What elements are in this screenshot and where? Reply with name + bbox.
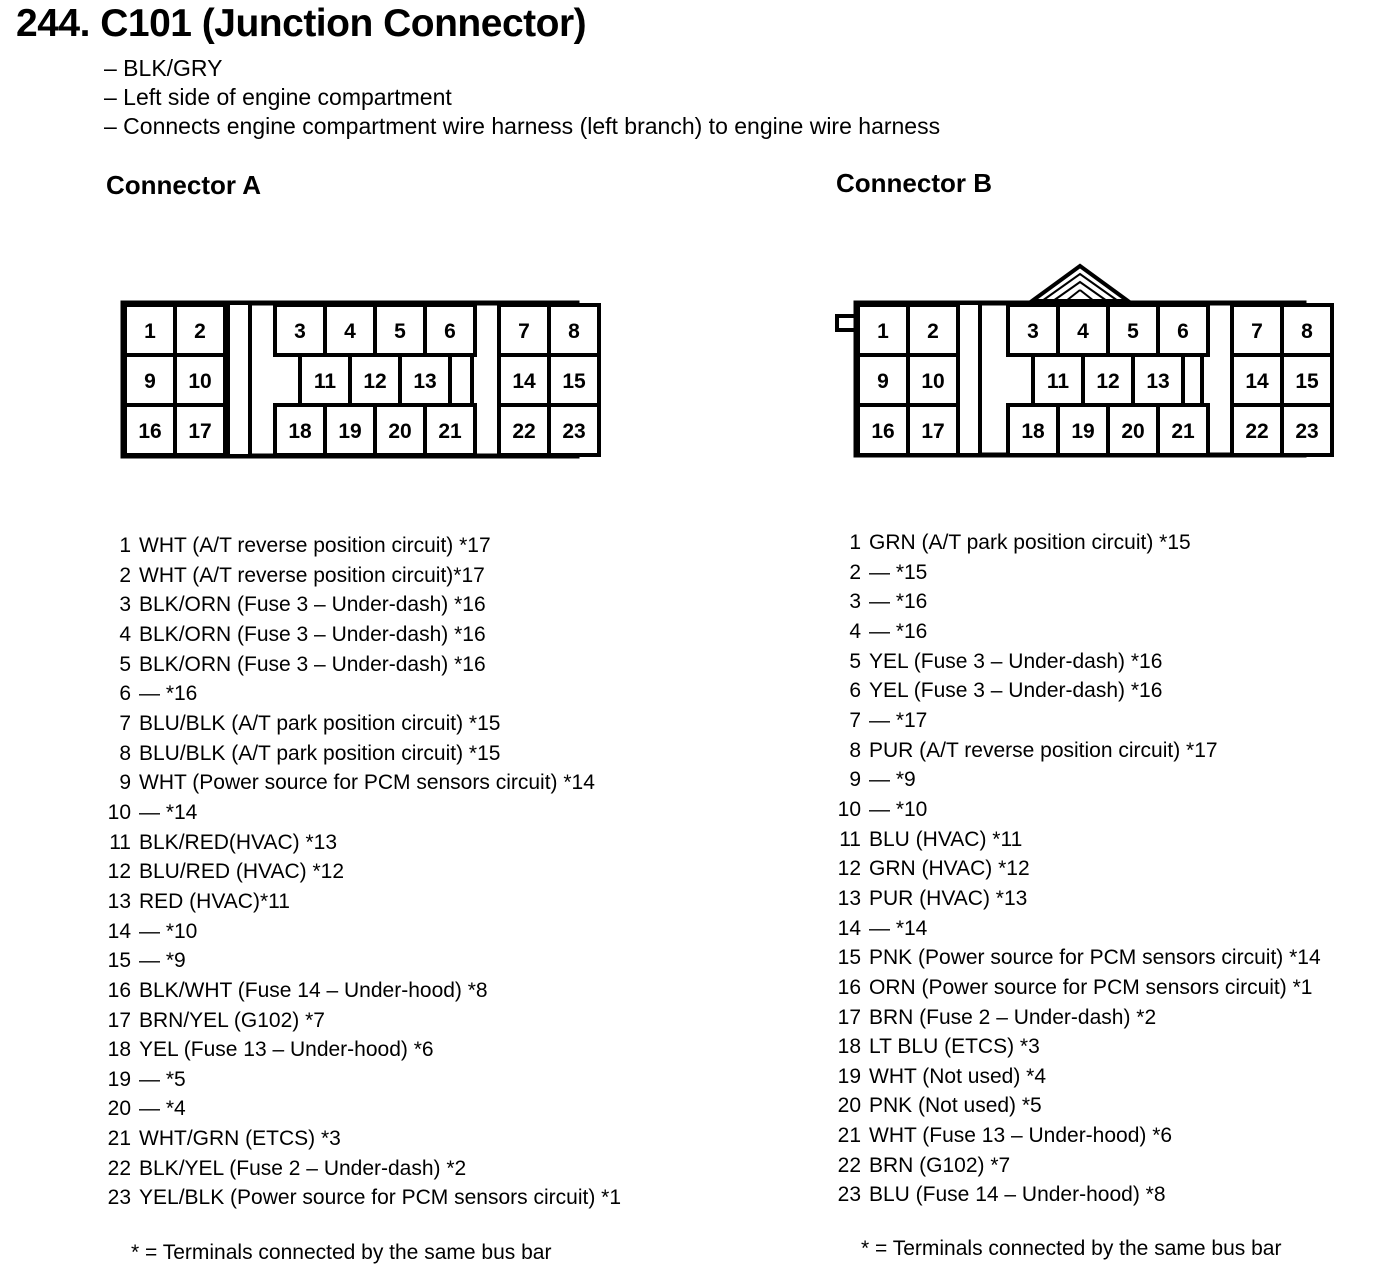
terminal-number: 11 [1046,370,1070,393]
terminal-number: 18 [288,420,312,443]
terminal-number: 18 [1021,420,1045,443]
pin-description: — *9 [869,768,916,792]
pin-row [831,1180,1321,1210]
pin-description: BRN (Fuse 2 – Under-dash) *2 [869,1005,1157,1029]
pin-description: WHT (Not used) *4 [869,1064,1046,1088]
pin-row [831,1062,1321,1092]
pin-description: WHT (Fuse 13 – Under-hood) *6 [869,1124,1173,1148]
pin-description: — *4 [139,1097,186,1121]
pin-description: RED (HVAC)*11 [139,889,290,913]
pin-row [101,857,621,887]
pin-description: PNK (Power source for PCM sensors circuit) *14 [869,946,1321,970]
pin-number: 5 [849,649,861,673]
pin-number: 1 [849,531,861,554]
connector-b-title: Connector B [836,168,992,198]
pin-description: BLU/BLK (A/T park position circuit) *15 [139,741,501,765]
terminal-number: 2 [194,320,206,343]
pin-number: 17 [107,1008,131,1032]
pin-description: YEL (Fuse 3 – Under-dash) *16 [869,679,1163,703]
pin-row [101,828,621,858]
terminal-number: 16 [871,420,895,443]
terminal-number: 10 [921,370,945,393]
terminal-number: 13 [1146,370,1170,393]
pin-description: — *14 [139,800,198,824]
connector-a-title: Connector A [106,170,262,200]
pin-row [831,943,1321,973]
pin-number: 2 [119,563,131,587]
pin-row [101,1065,621,1095]
pin-number: 8 [119,741,131,765]
pin-row [101,917,621,947]
terminal-number: 6 [1177,320,1189,343]
pin-description: — *16 [869,619,928,643]
pin-number: 10 [107,800,131,824]
terminal-number: 3 [1027,320,1039,343]
pin-description: PUR (HVAC) *13 [869,886,1028,910]
pin-number: 20 [837,1094,861,1118]
pin-number: 10 [837,797,861,821]
pin-row [831,914,1321,944]
pin-number: 9 [849,768,861,792]
pin-row [831,795,1321,825]
pin-description: BRN (G102) *7 [869,1153,1011,1177]
pin-row [101,739,621,769]
connector-b-divider [958,303,980,455]
pin-row [831,1032,1321,1062]
terminal-number: 7 [518,320,530,343]
pin-row [831,973,1321,1003]
pin-description: GRN (HVAC) *12 [869,857,1030,881]
terminal-number: 10 [188,370,212,393]
terminal-number: 14 [1245,370,1269,393]
pin-row [831,647,1321,677]
terminal-number: 13 [413,370,437,393]
pin-description: YEL (Fuse 3 – Under-dash) *16 [869,649,1163,673]
pin-row [101,1154,621,1184]
pin-number: 6 [849,679,861,703]
pin-row [831,1091,1321,1121]
pin-description: YEL/BLK (Power source for PCM sensors circuit) *1 [139,1186,621,1210]
terminal-number: 1 [144,320,156,343]
pin-description: — *15 [869,560,928,584]
terminal-number: 20 [388,420,412,443]
pin-number: 14 [107,919,131,943]
terminal-number: 5 [394,320,406,343]
pin-number: 21 [107,1127,131,1151]
pin-number: 17 [837,1005,861,1029]
connector-a-diagram [118,298,586,461]
pin-row [831,825,1321,855]
pin-description: BLU (Fuse 14 – Under-hood) *8 [869,1183,1166,1207]
pin-description: — *16 [139,682,198,706]
connector-description [104,54,940,141]
pin-description: BLK/YEL (Fuse 2 – Under-dash) *2 [139,1156,467,1180]
terminal-number: 9 [877,370,889,393]
pin-row [101,1035,621,1065]
pin-row [101,798,621,828]
pin-number: 14 [837,916,861,940]
pin-description: WHT/GRN (ETCS) *3 [139,1127,341,1151]
pin-number: 3 [849,590,861,614]
pin-number: 11 [839,827,861,851]
pin-description: — *10 [139,919,198,943]
terminal-number: 17 [188,420,212,443]
terminal-number: 11 [313,370,337,393]
pin-description: WHT (Power source for PCM sensors circuit) *14 [139,771,595,795]
pin-number: 18 [107,1038,131,1062]
terminal-number: 4 [344,320,356,343]
pin-description: GRN (A/T park position circuit) *15 [869,531,1191,554]
terminal-number: 20 [1121,420,1145,443]
description-line: – Left side of engine compartment [104,84,452,110]
terminal-number: 7 [1251,320,1263,343]
pin-number: 11 [109,830,131,854]
terminal-number: 5 [1127,320,1139,343]
pin-description: BLK/RED(HVAC) *13 [139,830,338,854]
terminal-number: 17 [921,420,945,443]
terminal-number: 2 [927,320,939,343]
pin-row [831,1121,1321,1151]
pin-number: 16 [837,975,861,999]
pin-number: 22 [837,1153,861,1177]
pin-description: BRN/YEL (G102) *7 [139,1008,325,1032]
terminal-number: 4 [1077,320,1089,343]
pin-row [101,1183,621,1213]
pin-number: 6 [119,682,131,706]
description-line: – BLK/GRY [104,55,223,81]
pin-row [831,1151,1321,1181]
pin-description: PNK (Not used) *5 [869,1094,1042,1118]
pin-number: 1 [119,534,131,557]
pin-number: 3 [119,593,131,617]
pin-description: BLU/RED (HVAC) *12 [139,860,344,884]
pin-description: — *14 [869,916,928,940]
pin-number: 18 [837,1035,861,1059]
pin-row [101,590,621,620]
pin-row [831,854,1321,884]
terminal-number: 14 [512,370,536,393]
pin-row [831,676,1321,706]
pin-number: 15 [107,949,131,973]
pin-description: BLK/ORN (Fuse 3 – Under-dash) *16 [139,593,486,617]
terminal-number: 23 [1295,420,1319,443]
terminal-number: 1 [877,320,889,343]
pin-description: — *16 [869,590,928,614]
pin-row [101,620,621,650]
pin-number: 19 [107,1067,131,1091]
pin-row [831,1003,1321,1033]
terminal-number: 8 [1301,320,1313,343]
pin-row [831,558,1321,588]
pin-row [101,679,621,709]
pin-row [101,561,621,591]
pin-description: — *10 [869,797,928,821]
pin-description: — *9 [139,949,186,973]
terminal-number: 19 [1071,420,1095,443]
pin-row [831,884,1321,914]
pin-number: 8 [849,738,861,762]
page-title: 244. C101 (Junction Connector) [16,2,587,45]
terminal-number: 6 [444,320,456,343]
terminal-number: 19 [338,420,362,443]
description-line: – Connects engine compartment wire harness (left branch) to engine wire harness [104,113,941,139]
pin-row [101,531,621,561]
pin-description: BLK/WHT (Fuse 14 – Under-hood) *8 [139,978,488,1002]
pin-description: YEL (Fuse 13 – Under-hood) *6 [139,1038,434,1062]
pin-description: WHT (A/T reverse position circuit)*17 [139,563,485,587]
pin-number: 23 [107,1186,131,1210]
pin-row [831,528,1321,558]
terminal-number: 21 [1171,420,1195,443]
terminal-number: 21 [438,420,462,443]
pin-row [101,1006,621,1036]
pin-row [101,1094,621,1124]
pin-number: 9 [119,771,131,795]
terminal-number: 15 [562,370,586,393]
pin-row [101,709,621,739]
pin-number: 7 [119,711,131,735]
pin-number: 4 [849,619,861,643]
pin-number: 7 [849,708,861,732]
pin-number: 22 [107,1156,131,1180]
pin-row [101,887,621,917]
terminal-number: 16 [138,420,162,443]
pin-row [101,1124,621,1154]
terminal-number: 15 [1295,370,1319,393]
pin-row [831,617,1321,647]
pin-row [831,736,1321,766]
connector-b-pin-list [831,528,1321,1210]
pin-description: BLU/BLK (A/T park position circuit) *15 [139,711,501,735]
terminal-number: 12 [363,370,387,393]
pin-number: 15 [837,946,861,970]
pin-row [101,946,621,976]
pin-number: 20 [107,1097,131,1121]
terminal-number: 3 [294,320,306,343]
terminal-number: 9 [144,370,156,393]
pin-number: 21 [837,1124,861,1148]
connector-a-divider [228,303,250,456]
pin-number: 16 [107,978,131,1002]
pin-row [101,768,621,798]
pin-description: BLK/ORN (Fuse 3 – Under-dash) *16 [139,652,486,676]
pin-row [831,706,1321,736]
terminal-number: 22 [512,420,536,443]
pin-number: 5 [119,652,131,676]
connector-b-footnote: * = Terminals connected by the same bus bar [861,1237,1282,1260]
pin-description: ORN (Power source for PCM sensors circuit) *1 [869,975,1313,999]
terminal-number: 12 [1096,370,1120,393]
pin-row [831,765,1321,795]
pin-number: 23 [837,1183,861,1207]
pin-number: 13 [107,889,131,913]
pin-number: 19 [837,1064,861,1088]
pin-number: 4 [119,622,131,646]
pin-row [101,650,621,680]
pin-number: 12 [837,857,861,881]
pin-description: LT BLU (ETCS) *3 [869,1035,1040,1059]
pin-description: — *5 [139,1067,186,1091]
pin-row [831,587,1321,617]
connector-b-latch [1032,266,1128,301]
pin-number: 2 [849,560,861,584]
pin-number: 13 [837,886,861,910]
terminal-number: 22 [1245,420,1269,443]
pin-description: BLK/ORN (Fuse 3 – Under-dash) *16 [139,622,486,646]
connector-a-pin-list [101,531,621,1213]
pin-row [101,976,621,1006]
connector-a-footnote: * = Terminals connected by the same bus bar [131,1241,552,1264]
terminal-number: 23 [562,420,586,443]
pin-description: BLU (HVAC) *11 [869,827,1023,851]
connector-b-diagram [832,260,1332,460]
pin-description: WHT (A/T reverse position circuit) *17 [139,534,491,557]
pin-description: PUR (A/T reverse position circuit) *17 [869,738,1218,762]
pin-description: — *17 [869,708,928,732]
pin-number: 12 [107,860,131,884]
terminal-number: 8 [568,320,580,343]
